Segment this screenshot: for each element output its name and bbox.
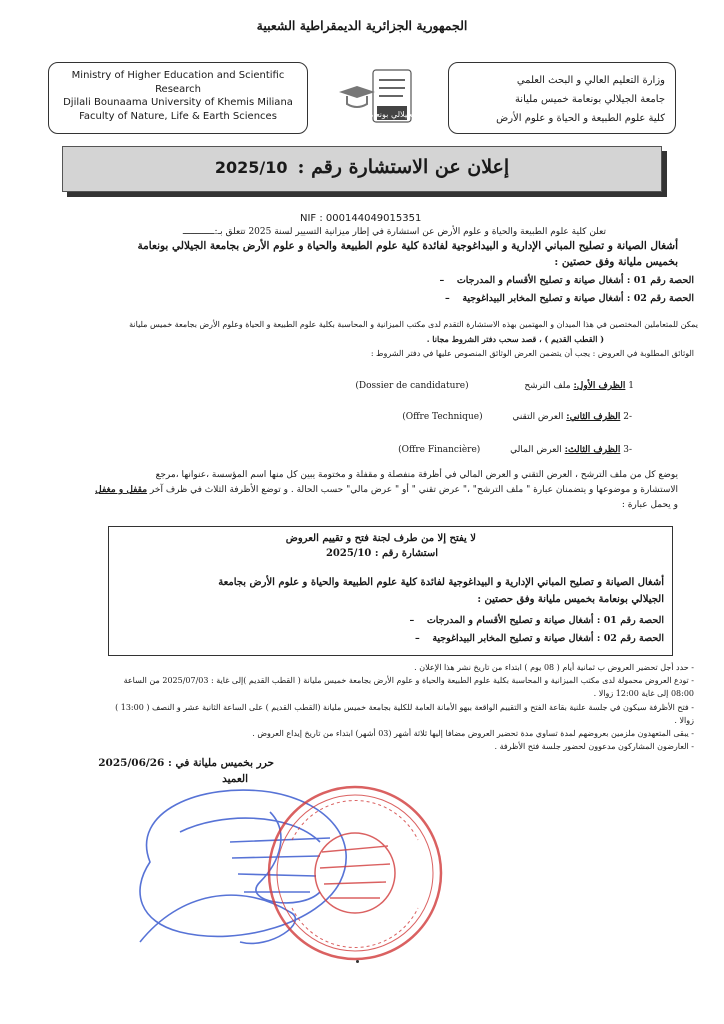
title-label: إعلان عن الاستشارة رقم : [297,156,510,178]
envelope-french: (Dossier de candidature) [355,381,469,391]
envelope-label: الظرف الثاني: [566,412,621,422]
university-logo-icon [333,66,417,126]
envelope-item [355,381,634,391]
signature-place-date: حرر بخميس مليانة في : 2025/06/26 [98,757,274,769]
header-box-english [48,62,308,134]
arabic-line-3: كلية علوم الطبيعة و الحياة و علوم الأرض [496,113,665,124]
lot-dash: – [439,275,445,286]
inner-line-4: الجيلالي بونعامة بخميس مليانة وفق حصتين : [477,594,664,605]
header-box-arabic [448,62,676,134]
inner-line-1: لا يفتح إلا من طرف لجنة فتح و تقييم العروض [285,533,476,544]
english-line-4: Faculty of Nature, Life & Earth Sciences [79,110,277,122]
english-line-3: Djilali Bounaama University of Khemis Miliana [63,97,293,108]
envelope-name: العرض التقني [512,412,564,422]
university-logo [333,66,417,126]
inner-line-2: استشارة رقم : 2025/10 [325,548,438,559]
note-line: - يبقى المتعهدون ملزمين بعروضهم لمدة تساوي مدة تحضير العروض مضافا إليها ثلاثة أشهر (03 أشهر) ابتداء من تاريخ إيداع العروض . [252,729,694,738]
body-line-2: ( القطب القديم ) ، قصد سحب دفتر الشروط مجانا . [426,334,604,344]
note-line: 08:00 إلى غاية 12:00 زوالا . [593,689,694,698]
arabic-line-2: جامعة الجيلالي بونعامة خميس مليانة [514,94,665,105]
envelope-number: -3 [623,445,632,455]
inner-lot-2: الحصة رقم 02 : أشغال صيانة و تصليح المخابر البيداغوجية– [414,633,664,644]
envelope-number: -2 [623,412,632,422]
note-line: - تودع العروض محمولة لدى مكتب الميزانية و المحاسبة بكلية علوم الطبيعة والحياة و علوم الأرض بجامعة خميس مليانة ( القطب القديم )إلى غاية : 2025/07/03 من الساعة [123,676,694,685]
envelope-text-line-3: و يحمل عبارة : [621,500,678,510]
body-line-3: الوثائق المطلوبة في العروض : يجب أن يتضمن العرض الوثائق المنصوص عليها في دفتر الشروط : [370,349,694,358]
envelope-name: ملف الترشح [524,381,571,391]
envelope-label: الظرف الثالث: [564,445,621,455]
inner-line-3: أشغال الصيانة و تصليح المباني الإدارية و البيداغوجية لفائدة كلية علوم الطبيعة والحياة و علوم الأرض بجامعة [218,577,664,588]
arabic-line-1: وزارة التعليم العالي و البحث العلمي [516,75,665,86]
lot-text: الحصة رقم 01 : أشغال صيانة و تصليح الأقسام و المدرجات [456,275,694,286]
seal-icon [262,780,448,966]
nif-number: NIF : 000144049015351 [300,213,422,224]
note-line: - فتح الأظرفة سيكون في جلسة علنية بقاعة الفتح و التقييم الواقعة ببهو الأمانة العامة للكلية بجامعة خميس مليانة (القطب القديم ) على الساعة الثانية عشر و النصف ( 13:00 ) [115,703,694,712]
republic-heading: الجمهورية الجزائرية الديمقراطية الشعبية [256,18,468,33]
envelope-text-line-2 [95,485,678,495]
envelope-name: العرض المالي [510,445,562,455]
envelope-item [398,445,632,455]
body-line-1: يمكن للمتعاملين المختصين في هذا الميدان و المهتمين بهذه الاستشارة التقدم لدى مكتب الميزانية و المحاسبة بكلية علوم الطبيعة و الحياة وعلوم الأرض بجامعة خميس مليانة [129,320,698,329]
inner-lot-1: الحصة رقم 01 : أشغال صيانة و تصليح الأقسام و المدرجات– [409,615,664,626]
intro-line: تعلن كلية علوم الطبيعة والحياة و علوم الأرض عن استشارة في إطار ميزانية التسيير لسنة 2025 تتعلق بـ:ــــــــــــ [182,227,606,237]
envelope-french: (Offre Technique) [402,412,483,422]
lot-item [432,293,694,304]
envelope-french: (Offre Financière) [398,445,481,455]
signature-title: العميد [222,773,248,785]
lot-item [427,275,694,286]
english-line-2: Research [155,83,201,95]
inner-lot-2-text: الحصة رقم 02 : أشغال صيانة و تصليح المخابر البيداغوجية [432,633,664,644]
announcement-title-box [62,146,662,192]
envelope-text-line-1: يوضع كل من ملف الترشح ، العرض التقني و العرض المالي في أظرفة منفصلة و مقفلة و مختومة يبين كل منها اسم المؤسسة ،عنوانها ،مرجع [155,470,678,480]
envelope-number: 1 [628,381,634,391]
note-line: - العارضون المشاركون مدعوون لحضور جلسة فتح الأظرفة . [494,742,694,751]
envelope-text-line-2a: الاستشارة و موضوعها و يتضمنان عبارة " ملف الترشح" ،" عرض تقني " أو " عرض مالي" حسب الحالة . و توضع الأظرفة الثلاث في ظرف آخر [147,485,678,495]
envelope-label-box [108,526,673,656]
red-round-seal [262,780,448,966]
announcement-title [63,156,661,178]
inner-lot-1-text: الحصة رقم 01 : أشغال صيانة و تصليح الأقسام و المدرجات [426,615,664,626]
envelope-item [402,412,632,422]
page-dot [356,960,359,963]
logo-text: الجيلالي بونعامة [364,110,417,119]
english-line-1: Ministry of Higher Education and Scientific [71,70,285,81]
lot-text: الحصة رقم 02 : أشغال صيانة و تصليح المخابر البيداغوجية [462,293,694,304]
subject-line-2: بخميس مليانة وفق حصتين : [554,256,678,268]
envelope-text-line-2b: مقفل و مغفل [95,485,148,495]
note-line: زوالا . [674,716,694,725]
envelope-label: الظرف الأول: [573,381,626,391]
subject-line-1: أشغال الصيانة و تصليح المباني الإدارية و البيداغوجية لفائدة كلية علوم الطبيعة والحياة و علوم الأرض بجامعة الجيلالي بونعامة [137,240,678,252]
note-line: - حدد أجل تحضير العروض ب ثمانية أيام ( 08 يوم ) ابتداء من تاريخ نشر هذا الإعلان . [414,663,694,672]
lot-dash: – [444,293,450,304]
title-number: 2025/10 [214,158,288,177]
